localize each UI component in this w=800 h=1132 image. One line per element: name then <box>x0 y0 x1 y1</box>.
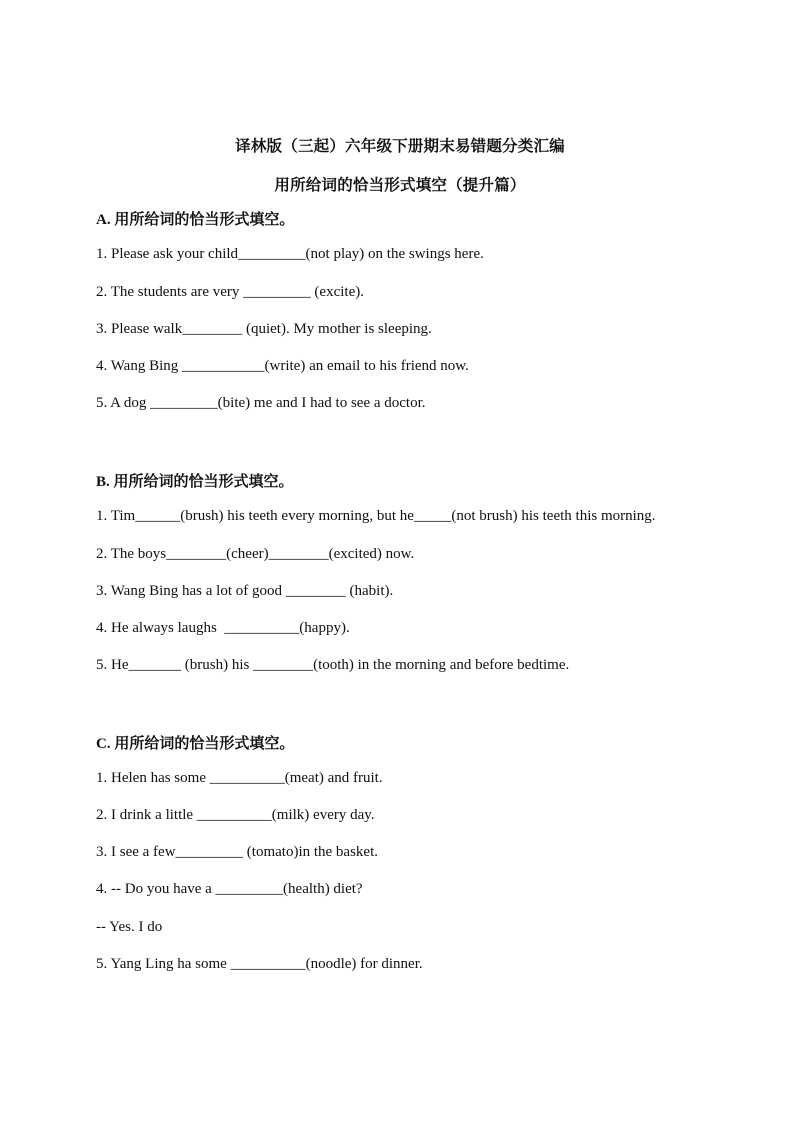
question-c-4: 4. -- Do you have a _________(health) diet? <box>96 881 363 897</box>
document-subtitle: 用所给词的恰当形式填空（提升篇） <box>274 177 526 194</box>
question-c-2: 2. I drink a little __________(milk) every day. <box>96 807 375 823</box>
question-a-4: 4. Wang Bing ___________(write) an email to his friend now. <box>96 358 469 374</box>
question-c-3: 3. I see a few_________ (tomato)in the basket. <box>96 844 379 860</box>
question-a-5: 5. A dog _________(bite) me and I had to see a doctor. <box>96 395 426 411</box>
section-a-heading: A. 用所给词的恰当形式填空。 <box>96 212 295 228</box>
section-b-heading: B. 用所给词的恰当形式填空。 <box>96 474 294 490</box>
question-a-2: 2. The students are very _________ (excite). <box>96 284 364 300</box>
question-c-1: 1. Helen has some __________(meat) and fruit. <box>96 770 383 786</box>
question-c-4-answer: -- Yes. I do <box>96 919 163 935</box>
section-c-heading: C. 用所给词的恰当形式填空。 <box>96 736 295 752</box>
question-c-5: 5. Yang Ling ha some __________(noodle) for dinner. <box>96 956 423 972</box>
question-b-2: 2. The boys________(cheer)________(excited) now. <box>96 546 415 562</box>
question-b-3: 3. Wang Bing has a lot of good ________ (habit). <box>96 583 394 599</box>
question-b-4: 4. He always laughs __________(happy). <box>96 620 350 636</box>
question-b-1: 1. Tim______(brush) his teeth every morning, but he_____(not brush) his teeth this morning. <box>96 508 656 524</box>
question-a-1: 1. Please ask your child_________(not play) on the swings here. <box>96 246 484 262</box>
question-a-3: 3. Please walk________ (quiet). My mother is sleeping. <box>96 321 432 337</box>
question-b-5: 5. He_______ (brush) his ________(tooth) in the morning and before bedtime. <box>96 657 570 673</box>
document-title: 译林版（三起）六年级下册期末易错题分类汇编 <box>235 138 565 155</box>
